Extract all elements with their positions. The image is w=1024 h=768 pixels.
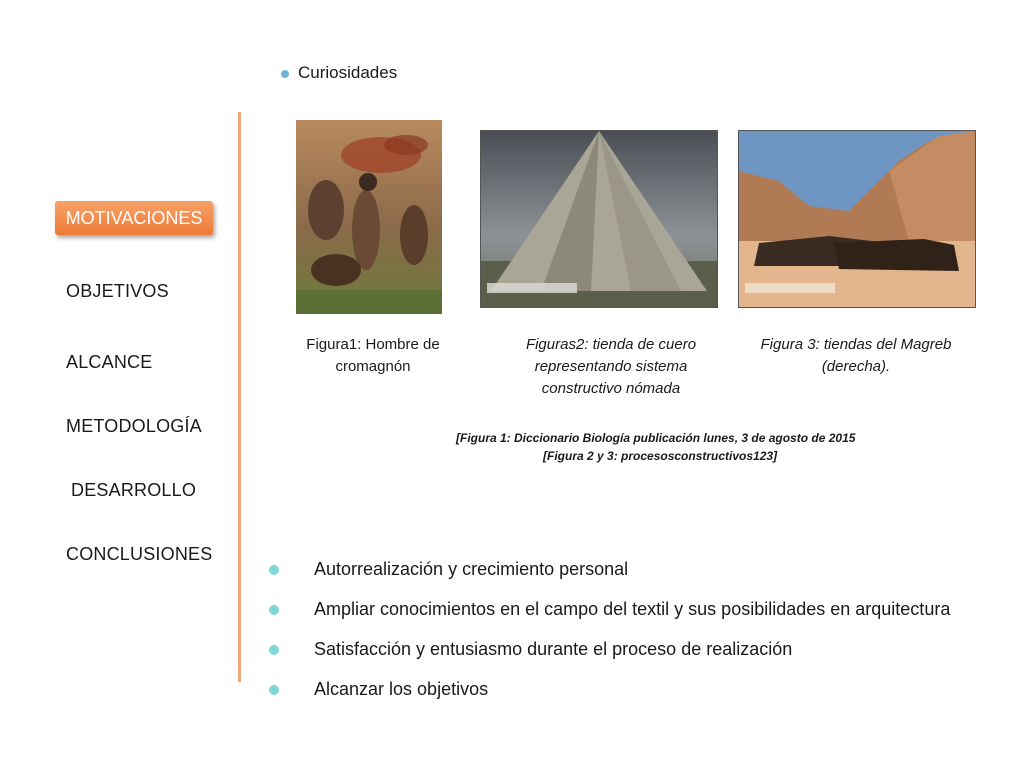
vertical-divider bbox=[238, 112, 241, 682]
section-heading: Curiosidades bbox=[298, 63, 398, 82]
nav-item-motivaciones[interactable]: MOTIVACIONES bbox=[55, 201, 213, 235]
bullet-dot bbox=[269, 645, 279, 655]
nav-item-alcance[interactable]: ALCANCE bbox=[66, 352, 153, 372]
bullet-dot bbox=[269, 605, 279, 615]
figure-1-caption bbox=[290, 334, 456, 378]
caption-line: (derecha). bbox=[821, 358, 891, 375]
source-citation-2: [Figura 2 y 3: procesosconstructivos123] bbox=[543, 449, 778, 463]
caption-line: representando sistema bbox=[534, 358, 688, 375]
bullet-dot bbox=[269, 685, 279, 695]
nav-item-desarrollo[interactable]: DESARROLLO bbox=[71, 480, 197, 500]
caption-line: Figuras2: tienda de cuero bbox=[525, 336, 697, 353]
source-citation-1: [Figura 1: Diccionario Biología publicación lunes, 3 de agosto de 2015 bbox=[456, 431, 856, 445]
figure-1-image bbox=[296, 120, 442, 314]
caption-line: cromagnón bbox=[335, 358, 411, 375]
caption-line: constructivo nómada bbox=[541, 380, 681, 397]
figure-2-image bbox=[480, 130, 718, 308]
list-item: Satisfacción y entusiasmo durante el proceso de realización bbox=[314, 639, 793, 659]
nav-item-metodologia[interactable]: METODOLOGÍA bbox=[66, 416, 202, 436]
list-item: Autorrealización y crecimiento personal bbox=[314, 559, 629, 579]
bullet-dot bbox=[269, 565, 279, 575]
figure-2-caption bbox=[500, 334, 722, 400]
figure-3-caption bbox=[738, 334, 974, 378]
list-item: Ampliar conocimientos en el campo del textil y sus posibilidades en arquitectura bbox=[314, 599, 951, 619]
nav-item-conclusiones[interactable]: CONCLUSIONES bbox=[66, 544, 213, 564]
list-item: Alcanzar los objetivos bbox=[314, 679, 489, 699]
caption-line: Figura1: Hombre de bbox=[306, 336, 440, 353]
bullet-dot bbox=[281, 70, 289, 78]
figure-3-image bbox=[738, 130, 976, 308]
caption-line: Figura 3: tiendas del Magreb bbox=[760, 336, 952, 353]
nav-item-objetivos[interactable]: OBJETIVOS bbox=[66, 281, 169, 301]
